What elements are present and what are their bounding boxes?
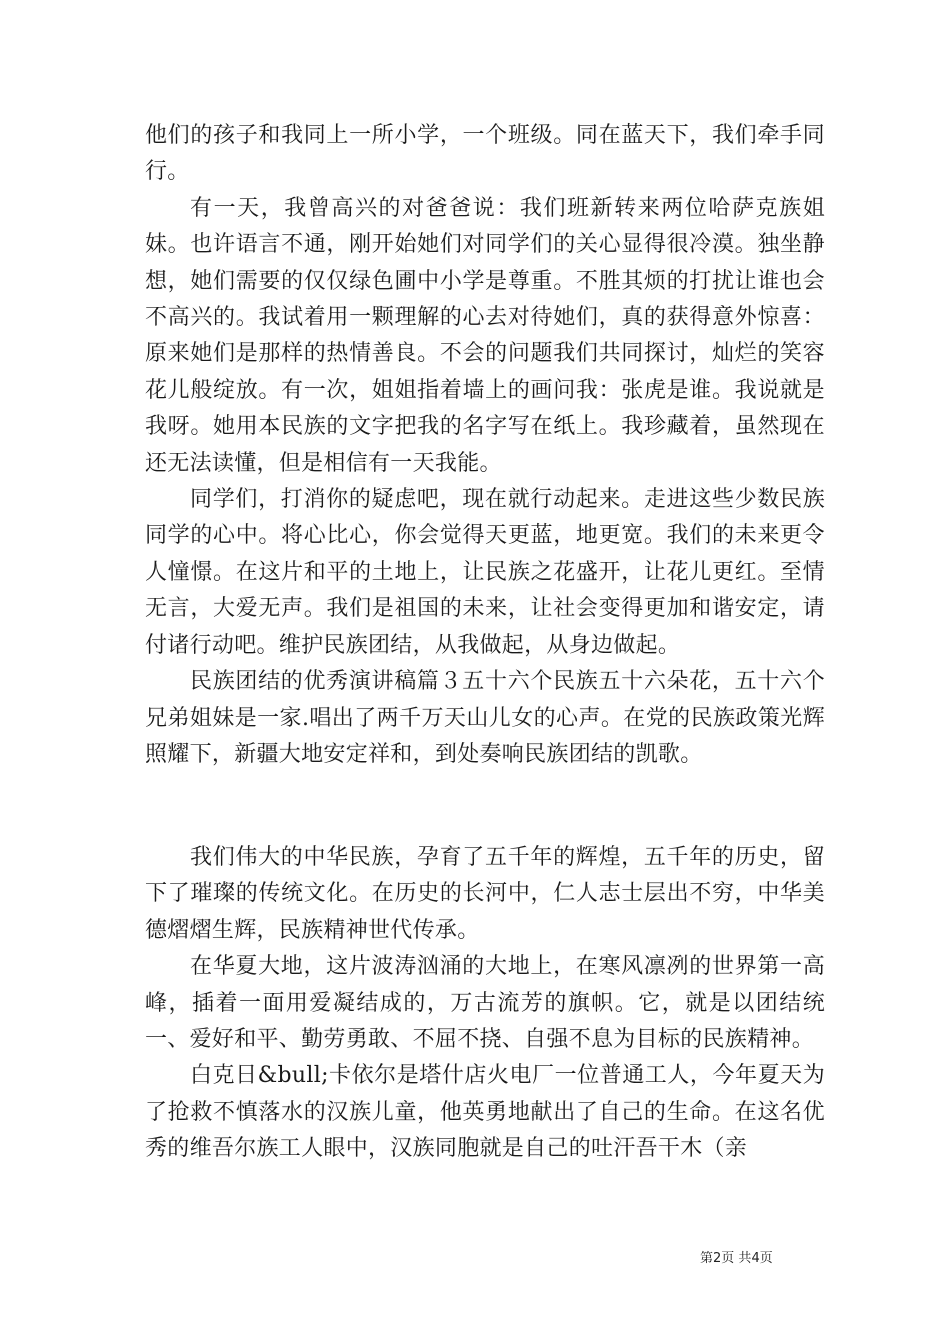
paragraph: 在华夏大地，这片波涛汹涌的大地上，在寒风凛冽的世界第一高峰，插着一面用爱凝结成的，万古流芳的旗帜。它，就是以团结统一、爱好和平、勤劳勇敢、不屈不挠、自强不息为目标的民族精神。	[145, 954, 825, 1053]
paragraph: 有一天，我曾高兴的对爸爸说：我们班新转来两位哈萨克族姐妹。也许语言不通，刚开始她们对同学们的关心显得很冷漠。独坐静想，她们需要的仅仅绿色圃中小学是尊重。不胜其烦的打扰让谁也会不高兴的。我试着用一颗理解的心去对待她们，真的获得意外惊喜：原来她们是那样的热情善良。不会的问题我们共同探讨，灿烂的笑容花儿般绽放。有一次，姐姐指着墙上的画问我：张虎是谁。我说就是我呀。她用本民族的文字把我的名字写在纸上。我珍藏着，虽然现在还无法读懂，但是相信有一天我能。	[145, 195, 825, 476]
paragraph: 同学们，打消你的疑虑吧，现在就行动起来。走进这些少数民族同学的心中。将心比心，你会觉得天更蓝，地更宽。我们的未来更令人憧憬。在这片和平的土地上，让民族之花盛开，让花儿更红。至情无言，大爱无声。我们是祖国的未来，让社会变得更加和谐安定，请付诸行动吧。维护民族团结，从我做起，从身边做起。	[145, 487, 825, 658]
footer-mid: 页 共	[721, 1251, 752, 1266]
current-page-number: 2	[713, 1251, 722, 1266]
paragraph: 民族团结的优秀演讲稿篇３五十六个民族五十六朵花，五十六个兄弟姐妹是一家.唱出了两千万天山儿女的心声。在党的民族政策光辉照耀下，新疆大地安定祥和，到处奏响民族团结的凯歌。	[145, 669, 825, 767]
footer-suffix: 页	[759, 1251, 773, 1266]
paragraph: 白克日&bull;卡依尔是塔什店火电厂一位普通工人，今年夏天为了抢救不慎落水的汉族儿童，他英勇地献出了自己的生命。在这名优秀的维吾尔族工人眼中，汉族同胞就是自己的吐汗吾干木（亲	[145, 1063, 825, 1162]
paragraph: 我们伟大的中华民族，孕育了五千年的辉煌，五千年的历史，留下了璀璨的传统文化。在历史的长河中，仁人志士层出不穷，中华美德熠熠生辉，民族精神世代传承。	[145, 845, 825, 943]
text-block-lower	[145, 840, 825, 1168]
page-footer	[700, 1247, 773, 1266]
text-block-upper	[145, 118, 825, 773]
total-page-number: 4	[751, 1251, 760, 1266]
paragraph: 他们的孩子和我同上一所小学，一个班级。同在蓝天下，我们牵手同行。	[145, 123, 825, 185]
footer-prefix: 第	[700, 1251, 714, 1266]
